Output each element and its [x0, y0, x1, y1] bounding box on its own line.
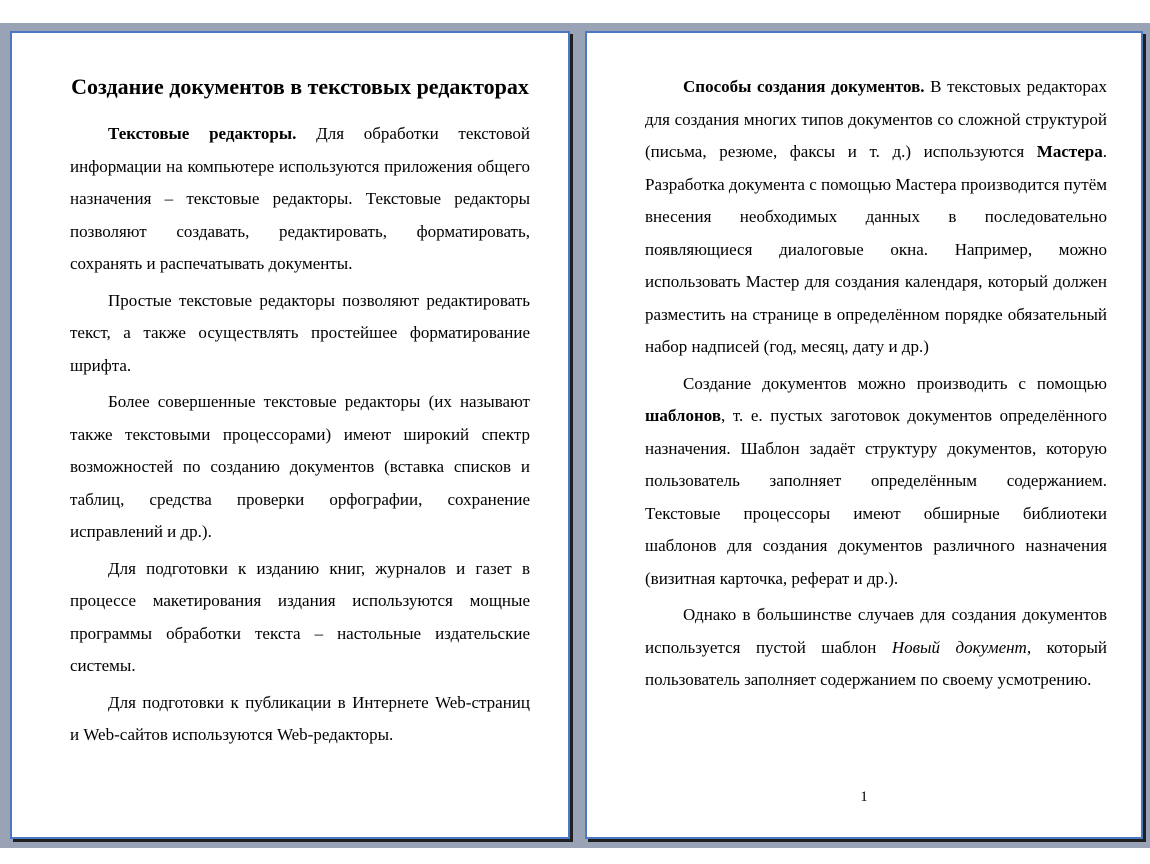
page-number: 1 [860, 789, 868, 805]
paragraph-blank-template [645, 599, 1107, 697]
right-page [585, 31, 1143, 839]
paragraph-web-editors: Для подготовки к публикации в Интернете Web-страниц и Web-сайтов используются Web-редакторы. [70, 692, 530, 744]
term-templates: шаблонов [645, 406, 722, 425]
paragraph-body: Для обработки текстовой информации на компьютере используются приложения общего назначения – текстовые редакторы. Текстовые редакторы позволяют создавать, редактировать, форматировать, сохранять и распечатывать документы. [70, 124, 531, 273]
left-page [10, 31, 570, 839]
paragraph-body: , т. е. пустых заготовок документов определённого назначения. Шаблон задаёт структуру документов, которую пользователь заполняет определённым содержанием. Текстовые процессоры имеют обширные библиотеки шаблонов для создания документов различного назначения (визитная карточка, реферат и др.). [645, 406, 1107, 588]
right-page-content [645, 71, 1107, 701]
paragraph-templates [645, 368, 1107, 596]
paragraph-body: , который пользователь заполняет содержанием по своему усмотрению. [645, 637, 1108, 689]
paragraph-body: В текстовых редакторах для создания многих типов документов со сложной структурой (письма, резюме, факсы и т. д.) используются [645, 77, 1107, 161]
term-new-document: Новый документ [891, 637, 1027, 657]
paragraph-creation-methods [645, 71, 1107, 364]
paragraph-lead: Текстовые редакторы. [108, 124, 297, 143]
paragraph-body: Создание документов можно производить с помощью [683, 373, 1107, 393]
paragraph-lead: Способы создания документов. [683, 77, 925, 96]
paragraph-body: Однако в большинстве случаев для создания документов используется пустой шаблон [645, 605, 1107, 657]
paragraph-simple-editors: Простые текстовые редакторы позволяют редактировать текст, а также осуществлять простейшее форматирование шрифта. [70, 290, 530, 375]
paragraph-publishing-systems: Для подготовки к изданию книг, журналов и газет в процессе макетирования издания используются мощные программы обработки текста – настольные издательские системы. [70, 558, 530, 675]
page-title: Создание документов в текстовых редакторах [71, 74, 529, 99]
left-page-content [70, 73, 530, 756]
paragraph-text-editors [70, 118, 530, 281]
paragraph-body: . Разработка документа с помощью Мастера производится путём внесения необходимых данных в последовательно появляющиеся диалоговые окна. Например, можно использовать Мастер для создания календаря, который должен разместить на странице в определённом порядке обязательный набор надписей (год, месяц, дату и др.) [645, 142, 1107, 356]
term-masters: Мастера [1036, 142, 1103, 161]
paragraph-word-processors: Более совершенные текстовые редакторы (их называют также текстовыми процессорами) имеют широкий спектр возможностей по созданию документов (вставка списков и таблиц, средства проверки орфографии, сохранение исправлений и др.). [70, 392, 530, 541]
document-viewport [0, 23, 1150, 848]
